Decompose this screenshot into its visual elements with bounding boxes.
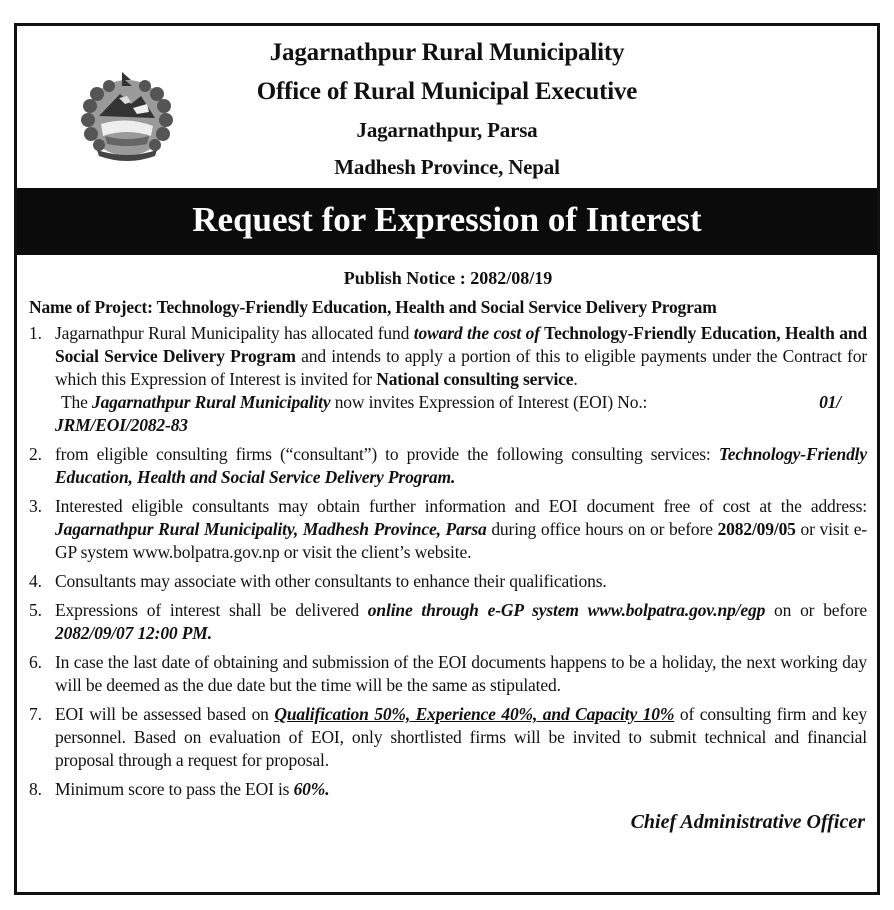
- location-line: Jagarnathpur, Parsa: [356, 118, 538, 142]
- item-text: Consultants may associate with other consultants to enhance their qualifications.: [55, 571, 607, 591]
- notice-title-banner: Request for Expression of Interest: [17, 188, 877, 255]
- list-item: [29, 703, 867, 772]
- item-number: 7.: [29, 704, 42, 724]
- item-text: during office hours on or before: [486, 519, 718, 539]
- item-number: 6.: [29, 652, 42, 672]
- notice-frame: [14, 23, 880, 895]
- notice-items: [29, 322, 867, 801]
- list-item: [29, 651, 867, 697]
- notice-body: [17, 265, 877, 834]
- item-number: 2.: [29, 444, 42, 464]
- list-item: [29, 778, 867, 801]
- list-item: [29, 599, 867, 645]
- item-emphasis: toward the cost of: [413, 323, 540, 343]
- item-emphasis: Qualification 50%, Experience 40%, and Capacity 10%: [274, 704, 675, 724]
- item-text: now invites Expression of Interest (EOI) No.:: [330, 392, 648, 412]
- office-name: Office of Rural Municipal Executive: [256, 78, 638, 105]
- item-number: 5.: [29, 600, 42, 620]
- item-emphasis: Technology-Friendly Education, Health and Social Service Delivery Program.: [55, 444, 867, 487]
- list-item: [29, 570, 867, 593]
- item-emphasis: 60%.: [293, 779, 330, 799]
- item-text: The: [61, 392, 92, 412]
- item-bold: Technology-Friendly Education, Health and Social Service Delivery Program: [55, 323, 867, 366]
- item-number: 8.: [29, 779, 42, 799]
- item-text: In case the last date of obtaining and submission of the EOI documents happens to be a holiday, the next working day will be deemed as the due date but the time will be the same as stipulated.: [55, 652, 867, 695]
- item-emphasis: Jagarnathpur Rural Municipality: [91, 392, 331, 412]
- list-item: [29, 443, 867, 489]
- province-line: Madhesh Province, Nepal: [334, 155, 560, 179]
- item-number: 1.: [29, 323, 42, 343]
- item-text: EOI will be assessed based on: [55, 704, 275, 724]
- item-text: from eligible consulting firms (“consultant”) to provide the following consulting services:: [55, 444, 719, 464]
- item-emphasis: online through e-GP system www.bolpatra.gov.np/egp: [367, 600, 766, 620]
- municipality-name: Jagarnathpur Rural Municipality: [269, 39, 625, 66]
- list-item: [29, 495, 867, 564]
- item-emphasis: 2082/09/07 12:00 PM.: [55, 623, 212, 643]
- item-text: Interested eligible consultants may obtain further information and EOI document free of cost at the address:: [55, 496, 867, 516]
- item-text: Jagarnathpur Rural Municipality has allocated fund: [55, 323, 414, 343]
- list-item: [29, 322, 867, 437]
- item-text: Expressions of interest shall be delivered: [55, 600, 368, 620]
- eoi-number-part: 01/: [819, 392, 841, 412]
- item-text: of consulting firm and key personnel. Based on evaluation of EOI, only shortlisted firms will be invited to submit technical and financial proposal through a request for proposal.: [55, 704, 868, 770]
- item-text: and intends to apply a portion of this to eligible payments under the Contract for which this Expression of Interest is invited for: [55, 346, 867, 389]
- item-emphasis: Jagarnathpur Rural Municipality, Madhesh Province, Parsa: [55, 519, 487, 539]
- item-text: on or before: [765, 600, 867, 620]
- item-bold: 2082/09/05: [717, 519, 796, 539]
- project-name: Name of Project: Technology-Friendly Education, Health and Social Service Delivery Program: [29, 297, 717, 317]
- eoi-number: JRM/EOI/2082-83: [55, 415, 188, 435]
- eoi-invitation: [55, 391, 867, 437]
- signatory: Chief Administrative Officer: [630, 811, 865, 833]
- notice-header: [17, 26, 877, 186]
- item-bold: National consulting service: [376, 369, 574, 389]
- publish-notice: Publish Notice : 2082/08/19: [343, 268, 553, 288]
- item-text: .: [573, 369, 578, 389]
- item-number: 3.: [29, 496, 42, 516]
- item-text: or visit e-GP system www.bolpatra.gov.np or visit the client’s website.: [55, 519, 867, 562]
- item-text: Minimum score to pass the EOI is: [55, 779, 294, 799]
- item-number: 4.: [29, 571, 42, 591]
